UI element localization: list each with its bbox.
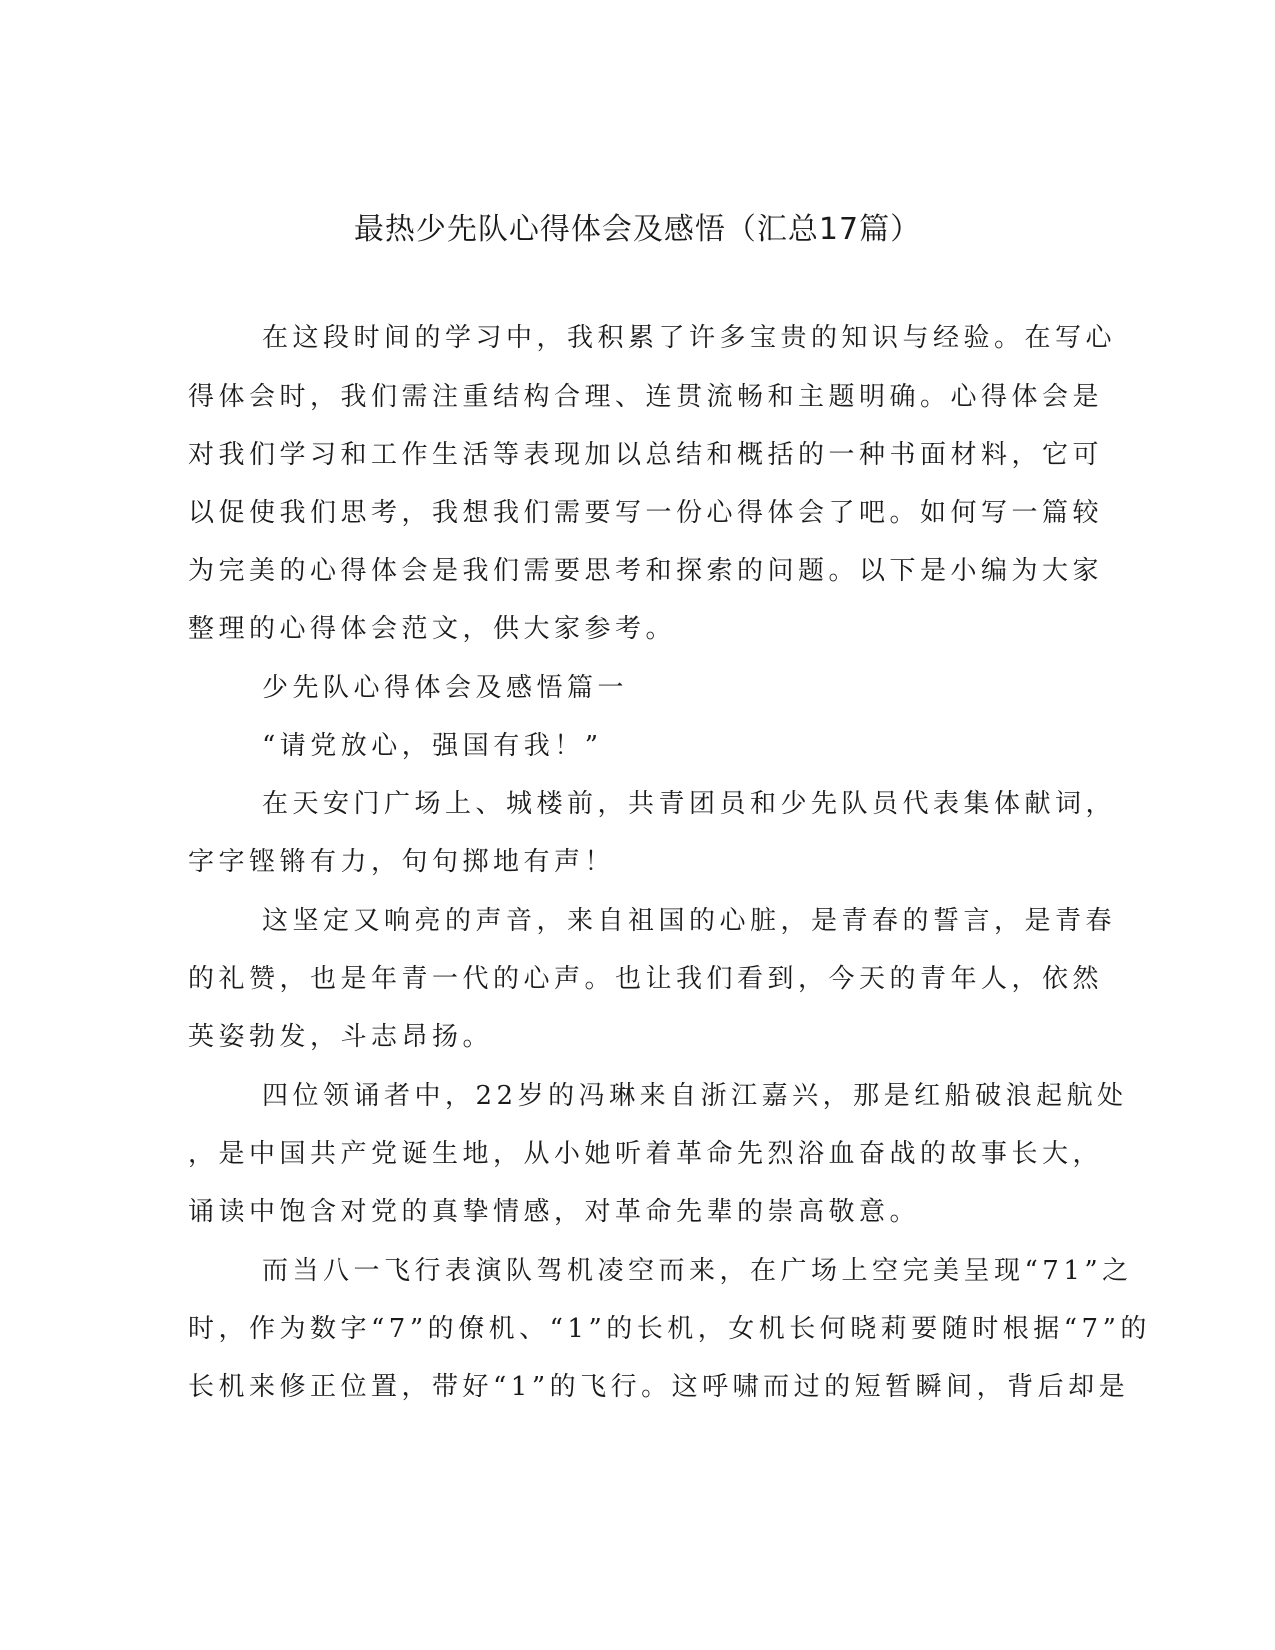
text-line-12: 的礼赞，也是年青一代的心声。也让我们看到，今天的青年人，依然 (188, 964, 1104, 994)
text-line-16: 诵读中饱含对党的真挚情感，对革命先辈的崇高敬意。 (188, 1197, 921, 1227)
text-line-15: ，是中国共产党诞生地，从小她听着革命先烈浴血奋战的故事长大， (188, 1139, 1104, 1169)
text-line-5: 为完美的心得体会是我们需要思考和探索的问题。以下是小编为大家 (188, 556, 1104, 586)
text-line-4: 以促使我们思考，我想我们需要写一份心得体会了吧。如何写一篇较 (188, 498, 1104, 528)
text-line-10: 字字铿锵有力，句句掷地有声！ (188, 847, 616, 877)
text-line-11: 这坚定又响亮的声音，来自祖国的心脏，是青春的誓言，是青春 (262, 906, 1117, 936)
text-line-quote: “请党放心，强国有我！” (262, 731, 603, 761)
section-heading: 少先队心得体会及感悟篇一 (262, 673, 629, 703)
text-line-2: 得体会时，我们需注重结构合理、连贯流畅和主题明确。心得体会是 (188, 382, 1104, 412)
text-line-19: 长机来修正位置，带好“1”的飞行。这呼啸而过的短暂瞬间，背后却是 (188, 1372, 1130, 1402)
text-line-14: 四位领诵者中，22岁的冯琳来自浙江嘉兴，那是红船破浪起航处 (262, 1081, 1128, 1111)
text-line-17: 而当八一飞行表演队驾机凌空而来，在广场上空完美呈现“71”之 (262, 1256, 1133, 1286)
text-line-18: 时，作为数字“7”的僚机、“1”的长机，女机长何晓莉要随时根据“7”的 (188, 1314, 1151, 1344)
document-title: 最热少先队心得体会及感悟（汇总17篇） (353, 212, 922, 247)
text-line-9: 在天安门广场上、城楼前，共青团员和少先队员代表集体献词， (262, 789, 1117, 819)
text-line-1: 在这段时间的学习中，我积累了许多宝贵的知识与经验。在写心 (262, 323, 1117, 353)
text-line-13: 英姿勃发，斗志昂扬。 (188, 1022, 494, 1052)
text-line-6: 整理的心得体会范文，供大家参考。 (188, 614, 677, 644)
text-line-3: 对我们学习和工作生活等表现加以总结和概括的一种书面材料，它可 (188, 440, 1104, 470)
